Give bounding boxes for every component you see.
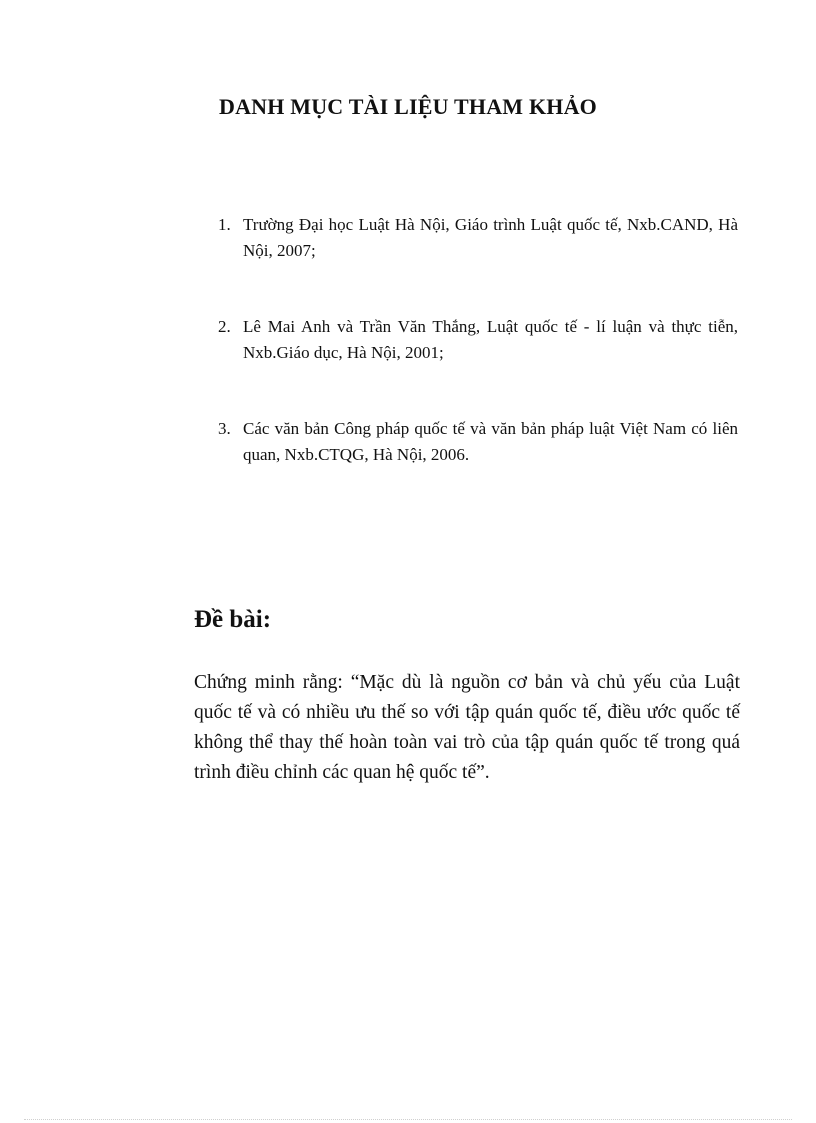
page-bottom-divider <box>24 1119 792 1120</box>
reference-item-3 <box>218 416 738 468</box>
reference-text: Lê Mai Anh và Trần Văn Thắng, Luật quốc tế - lí luận và thực tiễn, Nxb.Giáo dục, Hà Nội, 2001; <box>243 317 738 362</box>
reference-text: Các văn bản Công pháp quốc tế và văn bản pháp luật Việt Nam có liên quan, Nxb.CTQG, Hà Nội, 2006. <box>243 419 738 464</box>
task-heading: Đề bài: <box>194 606 272 633</box>
reference-list <box>218 212 738 518</box>
page-title: DANH MỤC TÀI LIỆU THAM KHẢO <box>218 94 597 119</box>
reference-item-1 <box>218 212 738 264</box>
reference-number: 2. <box>218 317 231 336</box>
reference-text: Trường Đại học Luật Hà Nội, Giáo trình Luật quốc tế, Nxb.CAND, Hà Nội, 2007; <box>243 215 738 260</box>
reference-number: 3. <box>218 419 231 438</box>
reference-item-2 <box>218 314 738 366</box>
task-body: Chứng minh rằng: “Mặc dù là nguồn cơ bản và chủ yếu của Luật quốc tế và có nhiều ưu thế so với tập quán quốc tế, điều ước quốc tế không thể thay thế hoàn toàn vai trò của tập quán quốc tế trong quá trình điều chỉnh các quan hệ quốc tế”. <box>194 672 740 783</box>
reference-number: 1. <box>218 215 231 234</box>
